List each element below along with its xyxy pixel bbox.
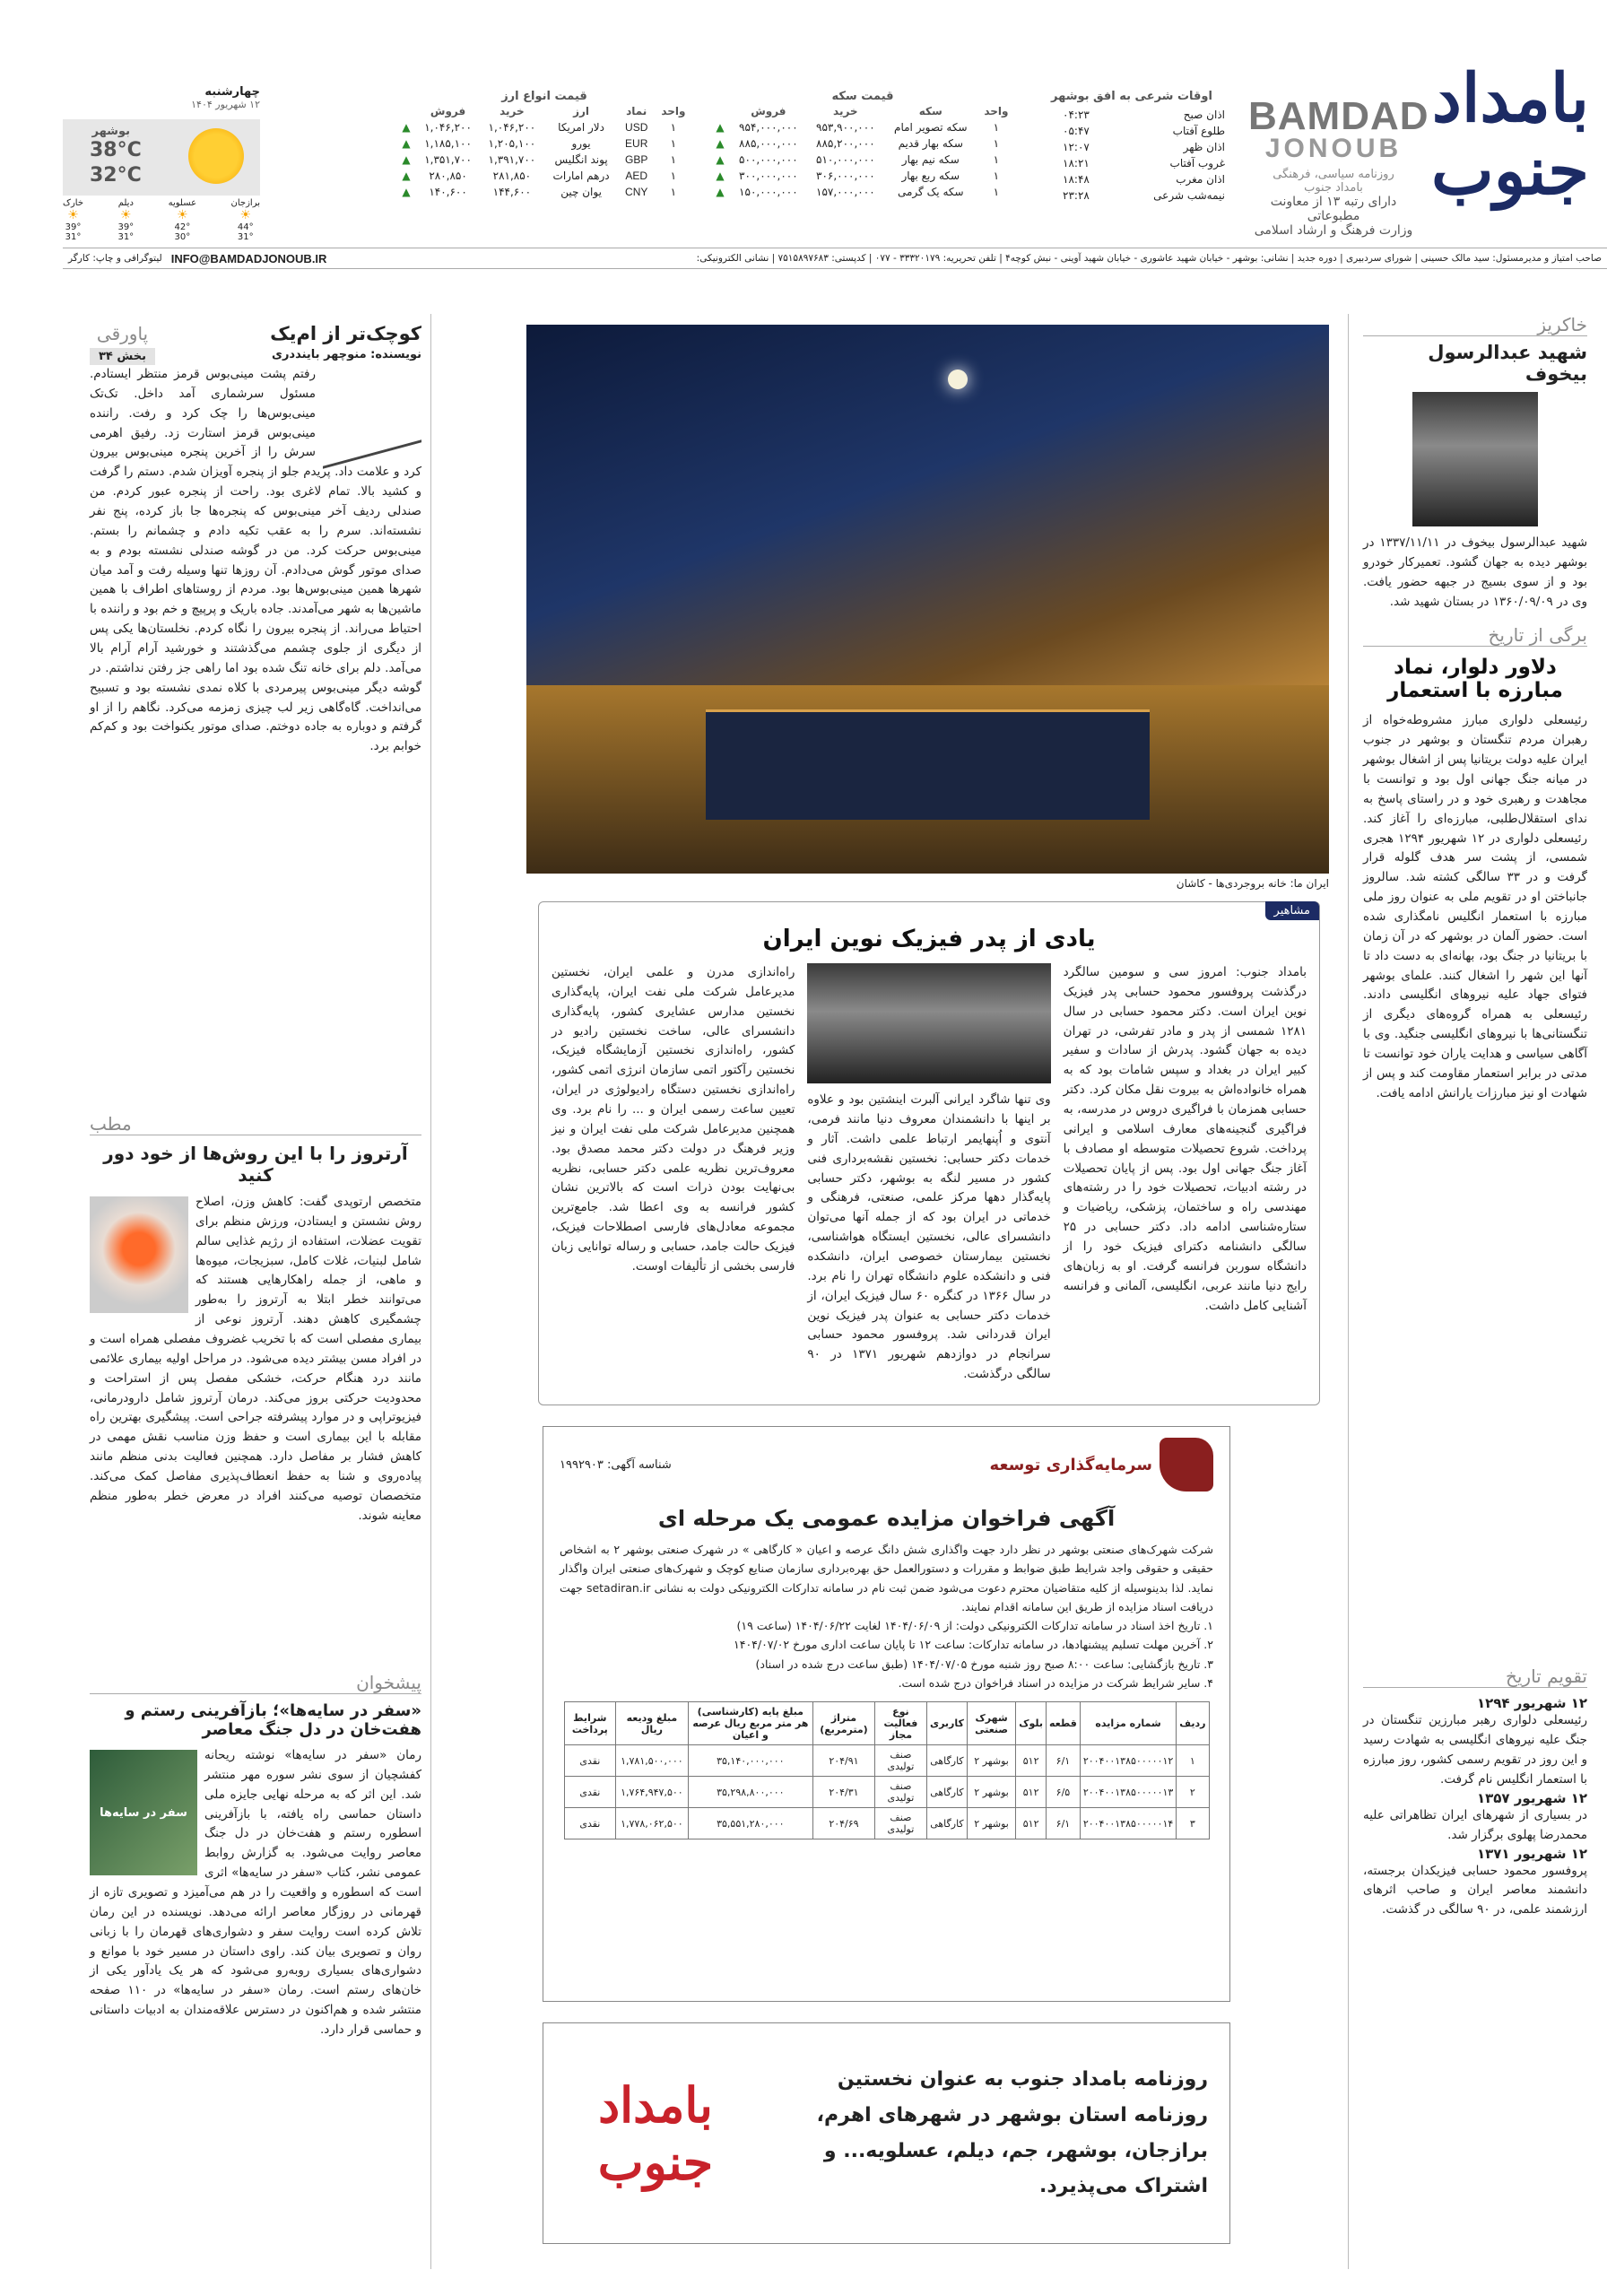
brand-latin bbox=[1248, 94, 1429, 238]
currency-sell: ۱,۳۵۱,۷۰۰ bbox=[424, 153, 472, 166]
currency-sell: ۱۴۰,۶۰۰ bbox=[429, 186, 467, 198]
currency-table bbox=[396, 103, 692, 200]
auction-cell: ۱,۷۶۴,۹۴۷,۵۰۰ bbox=[616, 1777, 688, 1808]
weather-city-high: 42° bbox=[174, 222, 191, 232]
tagline-2: بامداد جنوب bbox=[1304, 181, 1363, 195]
auction-cell: کارگاهی bbox=[926, 1745, 967, 1777]
auction-header: شماره مزایده bbox=[1080, 1702, 1176, 1745]
currency-sell: ۱,۰۴۶,۲۰۰ bbox=[424, 121, 472, 134]
auction-ad bbox=[543, 1426, 1230, 2002]
prayer-row bbox=[1033, 155, 1230, 171]
health-label: مطب bbox=[90, 1113, 421, 1135]
coin-row bbox=[710, 152, 1015, 168]
currency-symbol: EUR bbox=[625, 137, 648, 150]
book-cover-text: سفر در سایه‌ها bbox=[100, 1805, 187, 1820]
coin-name: سکه بهار قدیم bbox=[898, 137, 963, 150]
auction-number: شناسه آگهی: ۱۹۹۲۹۰۳ bbox=[560, 1457, 672, 1472]
currency-row bbox=[396, 152, 692, 168]
arrow-up-icon: ▲ bbox=[402, 170, 411, 182]
coin-name: سکه نیم بهار bbox=[901, 153, 960, 166]
history-body: رئیسعلی دلواری مبارز مشروطه‌خواه از رهبران مردم تنگستان و بوشهر در جنوب ایران علیه دولت بریتانیا پس از اشغال بوشهر در میانه جنگ جهانی اول بود و توانست با مجاهدت و رهبری خود و در راستای پاسخ به ندای استقلال‌طلبی، مبارزه‌ای را آغاز کند. رئیسعلی دلواری در ۱۲ شهریور ۱۲۹۴ هجری شمسی، از پشت سر هدف گلوله قرار گرفت و در ۳۳ سالگی کشته شد. سالروز جانباختن او در تقویم ملی به عنوان روز ملی مبارزه با استعمار انگلیس نامگذاری شده است. حضور آلمان در بوشهر که در آن زمان با بریتانیا در جنگ بود، بهانه‌ای به دست داد تا آنها این شهر را اشغال کنند. علمای بوشهر فتوای جهاد علیه نیروهای انگلیسی دادند. رئیسعلی به همراه گروه‌های دیگری از تنگستانی‌ها با نیروهای انگلیسی جنگید. وی با آگاهی سیاسی و هدایت یاران خود توانست تا مدتی در برابر استعمار مقاومت کند و پس از شهادت او نیز مبارزات یارانش ادامه یافت. bbox=[1363, 713, 1587, 1100]
auction-intro: شرکت شهرک‌های صنعتی بوشهر در نظر دارد جهت واگذاری شش دانگ عرصه و اعیان « کارگاهی » در شهرک صنعتی بوشهر ۲ به اشخاص حقیقی و حقوقی واجد شرایط طبق ضوابط و مقررات و دستورالعمل حق بهره‌برداری سازمان صنایع کوچک و شهرک‌های صنعتی ایران واگذار نماید. لذا بدینوسیله از کلیه متقاضیان محترم دعوت می‌شود ضمن ثبت نام در سامانه تدارکات الکترونیکی دولت به نشانی setadiran.ir جهت دریافت اسناد مزایده از طریق این سامانه اقدام نمایند. bbox=[560, 1543, 1213, 1613]
auction-item: ۴. سایر شرایط شرکت در مزایده در اسناد فراخوان درج شده است. bbox=[898, 1675, 1213, 1690]
serial-title: کوچک‌تر از ام‌یک bbox=[270, 323, 421, 344]
weather-date: ۱۲ شهریور ۱۴۰۴ bbox=[191, 99, 260, 110]
currency-name: یوان چین bbox=[560, 186, 602, 198]
auction-item: ۲. آخرین مهلت تسلیم پیشنهادها، در سامانه تدارکات: ساعت ۱۲ تا پایان ساعت اداری مورخ ۱۴۰۴/۰۷/۰۲ bbox=[734, 1638, 1213, 1652]
info-text: صاحب امتیاز و مدیرمسئول: سید مالک حسینی | شورای سردبیری | دوره جدید | نشانی: بوشهر - خیابان شهید عاشوری - خیابان شهید آوینی - نبش کوچه۴ | تلفن تحریریه: ۳۳۳۲۰۱۷۹ - ۰۷۷ | کدپستی: ۷۵۱۵۸۹۷۶۸۳ | نشانی الکترونیکی: bbox=[696, 253, 1602, 264]
calendar-date: ۱۲ شهریور ۱۳۵۷ bbox=[1476, 1789, 1587, 1806]
photo-house-image bbox=[526, 325, 1329, 874]
auction-cell: صنف تولیدی bbox=[874, 1745, 926, 1777]
coin-buy: ۱۵۷,۰۰۰,۰۰۰ bbox=[816, 186, 875, 198]
weather-city-item bbox=[63, 198, 83, 242]
auction-cell: کارگاهی bbox=[926, 1808, 967, 1839]
serial-part: بخش ۳۴ bbox=[90, 348, 155, 365]
auction-cell: ۳۵,۲۹۸,۸۰۰,۰۰۰ bbox=[688, 1777, 812, 1808]
auction-header: متراژ (مترمربع) bbox=[813, 1702, 875, 1745]
arrow-up-icon: ▲ bbox=[402, 186, 411, 198]
auction-header: قطعه bbox=[1047, 1702, 1081, 1745]
prayer-time: ۱۲:۰۷ bbox=[1063, 141, 1090, 153]
currency-symbol: GBP bbox=[625, 153, 648, 166]
book-title: «سفر در سایه‌ها»؛ بازآفرینی رستم و هفت‌خان در دل جنگ معاصر bbox=[125, 1701, 421, 1739]
right-column-divider bbox=[1348, 314, 1349, 2269]
auction-cell: ۵۱۲ bbox=[1016, 1777, 1047, 1808]
calendar-date: ۱۲ شهریور ۱۲۹۴ bbox=[1476, 1695, 1587, 1712]
prayer-time: ۱۸:۲۱ bbox=[1063, 157, 1090, 170]
auction-cell: ۶/۱ bbox=[1047, 1808, 1081, 1839]
coin-row bbox=[710, 119, 1015, 135]
auction-cell: ۶/۵ bbox=[1047, 1777, 1081, 1808]
weather-city-item bbox=[231, 198, 260, 242]
currency-buy: ۱,۳۹۱,۷۰۰ bbox=[488, 153, 536, 166]
brand-latin-2: JONOUB bbox=[1264, 134, 1403, 163]
auction-cell: ۱,۷۸۱,۵۰۰,۰۰۰ bbox=[616, 1745, 688, 1777]
auction-title: آگهی فراخوان مزایده عمومی یک مرحله ای bbox=[657, 1506, 1116, 1531]
auction-cell: نقدی bbox=[564, 1808, 616, 1839]
tagline-1: روزنامه سیاسی، فرهنگی bbox=[1273, 168, 1394, 181]
weather-city-low: 31° bbox=[117, 232, 135, 242]
calendar-date: ۱۲ شهریور ۱۳۷۱ bbox=[1476, 1845, 1587, 1862]
auction-header: مبلغ پایه (کارشناسی) هر متر مربع ریال عرصه و اعیان bbox=[688, 1702, 812, 1745]
auction-cell: ۲۰۰۴۰۰۱۳۸۵۰۰۰۰۰۱۲ bbox=[1080, 1745, 1176, 1777]
history-title: دلاور دلوار، نماد مبارزه با استعمار bbox=[1387, 656, 1563, 703]
coin-buy: ۸۸۵,۲۰۰,۰۰۰ bbox=[816, 137, 875, 150]
auction-logo bbox=[990, 1438, 1213, 1492]
prayer-time: ۲۳:۲۸ bbox=[1063, 189, 1090, 202]
weather-city-item bbox=[169, 198, 197, 242]
coin-unit: ۱ bbox=[993, 170, 1000, 182]
calendar-text: پروفسور محمود حسابی فیزیکدان برجسته، دانشمند معاصر ایران و صاحب اثرهای ارزشمند علمی، در ۹۰ سالگی در گذشت. bbox=[1363, 1863, 1587, 1918]
coin-row bbox=[710, 135, 1015, 152]
prayer-label: طلوع آفتاب bbox=[1172, 125, 1225, 137]
auction-cell: ۵۱۲ bbox=[1016, 1745, 1047, 1777]
info-print: لیتوگرافی و چاپ: کارگر bbox=[68, 253, 162, 264]
currency-buy: ۱,۲۰۵,۱۰۰ bbox=[488, 137, 536, 150]
info-bar bbox=[63, 248, 1607, 269]
currency-sell: ۱,۱۸۵,۱۰۰ bbox=[424, 137, 472, 150]
prayer-row bbox=[1033, 171, 1230, 187]
weather-city-high: 44° bbox=[237, 222, 254, 232]
physics-col3: راه‌اندازی مدرن و علمی ایران، نخستین مدیرعامل شرکت ملی نفت ایران، پایه‌گذاری نخستین مدارس عشایری کشور، پایه‌گذاری دانشسرای عالی، ساخت نخستین رادیو در کشور، راه‌اندازی نخستین آزمایشگاه فیزیک، نخستین رآکتور اتمی سازمان انرژی اتمی کشور، راه‌اندازی نخستین دستگاه رادیولوژی در ایران، تعیین ساعت رسمی ایران و ... را نام برد. وی همچنین مدیرعامل شرکت ملی نفت ایران و نیز وزیر فرهنگ در دولت دکتر محمد مصدق بود. معروف‌ترین نظریه علمی دکتر حسابی، نظریه بی‌نهایت بودن ذرات است که بالاترین نشان کشور فرانسه به وی اعطا شد. جامع‌ترین مجموعه معادل‌های فارسی اصطلاحات فیزیک، فیزیک حالت جامد، حسابی و رساله توانایی زبان فارسی بخشی از تألیفات اوست. bbox=[552, 965, 795, 1274]
physics-col1: بامداد جنوب: امروز سی و سومین سالگرد درگذشت پروفسور محمود حسابی پدر فیزیک نوین ایران است. دکتر محمود حسابی در سال ۱۲۸۱ شمسی از پدر و مادر تفرشی، در تهران دیده به جهان گشود. پدرش از سادات و سفیر کبیر ایران در بغداد و سپس شامات بود که به همراه خانواده‌اش به بیروت نقل مکان کرد. دکتر حسابی همزمان با فراگیری دروس در مدرسه، به فراگیری گنجینه‌های معارف اسلامی و ایرانی پرداخت. شروع تحصیلات متوسطه او مصادف با آغاز جنگ جهانی اول بود. پس از پایان تحصیلات در رشته ادبیات، تحصیلات خود را در رشته‌های مهندسی راه و ساختمان، پزشکی، ریاضیات و ستاره‌شناسی ادامه داد. دکتر حسابی در ۲۵ سالگی دانشنامه دکترای فیزیک خود را از دانشگاه سوربن فرانسه گرفت. او به زبان‌های رایج دنیا مانند عربی، انگلیسی، آلمانی و فرانسه آشنایی کامل داشت. bbox=[1063, 965, 1307, 1313]
tagline-3: دارای رتبه ۱۳ از معاونت مطبوعاتی bbox=[1270, 195, 1397, 223]
weather-city-low: 31° bbox=[237, 232, 254, 242]
currency-symbol: AED bbox=[625, 170, 648, 182]
coin-sell: ۳۰۰,۰۰۰,۰۰۰ bbox=[739, 170, 798, 182]
cur-h-buy: خرید bbox=[499, 105, 525, 117]
coin-h-unit: واحد bbox=[984, 105, 1009, 117]
auction-header: شرایط پرداخت bbox=[564, 1702, 616, 1745]
sun-icon: ☀ bbox=[67, 208, 79, 222]
arrow-up-icon: ▲ bbox=[716, 137, 725, 150]
coin-name: سکه تصویر امام bbox=[894, 121, 968, 134]
calendar-label: تقویم تاریخ bbox=[1363, 1665, 1587, 1688]
auction-header: کاربری bbox=[926, 1702, 967, 1745]
promo-logo: بامداد جنوب bbox=[597, 2075, 714, 2191]
coin-buy: ۵۱۰,۰۰۰,۰۰۰ bbox=[816, 153, 875, 166]
coin-h-name: سکه bbox=[918, 105, 942, 117]
serial-label-block bbox=[90, 323, 155, 365]
coin-sell: ۹۵۴,۰۰۰,۰۰۰ bbox=[739, 121, 798, 134]
main-photo bbox=[526, 325, 1329, 890]
auction-cell: ۲۰۴/۹۱ bbox=[813, 1745, 875, 1777]
currency-unit: ۱ bbox=[670, 121, 677, 134]
auction-cell: نقدی bbox=[564, 1745, 616, 1777]
auction-cell: ۲ bbox=[1177, 1777, 1209, 1808]
prayer-row bbox=[1033, 139, 1230, 155]
coin-h-buy: خرید bbox=[833, 105, 858, 117]
auction-cell: بوشهر ۲ bbox=[967, 1808, 1015, 1839]
weather-city-item bbox=[117, 198, 134, 242]
coin-buy: ۳۰۶,۰۰۰,۰۰۰ bbox=[816, 170, 875, 182]
info-email[interactable]: INFO@BAMDADJONOUB.IR bbox=[170, 251, 327, 265]
weather-city-name: عسلویه bbox=[168, 198, 197, 208]
serial-body: رفتم پشت مینی‌بوس قرمز منتظر ایستادم. مسئول سرشماری آمد داخل. تک‌تک مینی‌بوس‌ها را چک کرد و رفت. راننده مینی‌بوس قرمز استارت زد. رفیق اهرمی سرش را از آخرین پنجره مینی‌بوس بیرون کرد و علامت داد. پریدم جلو از پنجره آویزان شدم. دستم را گرفت و کشید بالا. تمام لاغری بود. راحت از پنجره عبور کردم. من صندلی ردیف آخر مینی‌بوس که پنجره‌ها جا باز کرده، پنج نفر نشسته‌اند. سرم را به عقب تکیه دادم و چشمانم را بستم. مینی‌بوس حرکت کرد. من در گوشه صندلی نشسته بودم و به صدای موتور گوش می‌دادم. آن روزها تنها وسیله رفت و آمد میان شهرها همین مینی‌بوس‌ها بود. مردم از روستاهای اطراف با همین ماشین‌ها به شهر می‌آمدند. جاده باریک و پرپیچ و خم بود و راننده با احتیاط می‌راند. از پنجره بیرون را نگاه کردم. نخلستان‌ها یکی پس از دیگری از جلوی چشمم می‌گذشتند و خورشید آرام آرام بالا می‌آمد. دلم برای خانه تنگ شده بود اما راهی جز رفتن نداشتم. در گوشه دیگر مینی‌بوس پیرمردی با کلاه نمدی نشسته بود و تسبیح می‌انداخت. گاه‌گاهی زیر لب چیزی زمزمه می‌کرد. نگاهم را از او گرفتم و دوباره به جاده دوختم. صدای موتور یکنواخت بود و کم‌کم خوابم برد. bbox=[90, 367, 421, 754]
currency-buy: ۱۴۴,۶۰۰ bbox=[492, 186, 532, 198]
calendar-item bbox=[1363, 1695, 1587, 1789]
auction-cell: بوشهر ۲ bbox=[967, 1777, 1015, 1808]
auction-cell: ۲۰۴/۳۱ bbox=[813, 1777, 875, 1808]
calendar-text: در بسیاری از شهرهای ایران تظاهراتی علیه محمدرضا پهلوی برگزار شد. bbox=[1363, 1807, 1587, 1842]
calendar-item bbox=[1363, 1846, 1587, 1921]
currency-sell: ۲۸۰,۸۵۰ bbox=[429, 170, 467, 182]
map-icon bbox=[1160, 1438, 1213, 1492]
auction-cell: ۲۰۰۴۰۰۱۳۸۵۰۰۰۰۰۱۳ bbox=[1080, 1777, 1176, 1808]
coin-name: سکه ربع بهار bbox=[901, 170, 960, 182]
arrow-up-icon: ▲ bbox=[716, 121, 725, 134]
auction-header: شهرک صنعتی bbox=[967, 1702, 1015, 1745]
book-body: رمان «سفر در سایه‌ها» نوشته ریحانه کفشچیان از سوی نشر سوره مهر منتشر شد. این اثر که به مرحله نهایی جایزه ملی داستان حماسی راه یافته، با بازآفرینی اسطوره رستم و هفت‌خان در دل جنگ معاصر روایت می‌شود. به گزارش روابط عمومی نشر، کتاب «سفر در سایه‌ها» اثری است که اسطوره و واقعیت را در هم می‌آمیزد و تصویری تازه از قهرمانی در روزگار معاصر ارائه می‌دهد. نویسنده در این رمان تلاش کرده است روایت سفر و دشواری‌های قهرمان را با زبانی روان و تصویری بیان کند. راوی داستان در مسیر خود با موانع و دشواری‌های بسیاری روبه‌رو می‌شود که هر یک یادآور یکی از خان‌های رستم است. رمان «سفر در سایه‌ها» در ۱۱۰ صفحه منتشر شده و هم‌اکنون در دسترس علاقه‌مندان به ادبیات داستانی و حماسی قرار دارد. bbox=[90, 1748, 421, 2038]
arrow-up-icon: ▲ bbox=[402, 153, 411, 166]
cur-h-sell: فروش bbox=[430, 105, 466, 117]
currency-name: یورو bbox=[571, 137, 591, 150]
currency-name: درهم امارات bbox=[552, 170, 610, 182]
prayer-label: اذان مغرب bbox=[1176, 173, 1225, 186]
weather-city-high: 39° bbox=[117, 222, 135, 232]
arrow-up-icon: ▲ bbox=[716, 186, 725, 198]
brand-logo-text: بامداد جنوب bbox=[1431, 60, 1589, 211]
auction-header: مبلغ ودیعه ریال bbox=[616, 1702, 688, 1745]
coin-buy: ۹۵۳,۹۰۰,۰۰۰ bbox=[816, 121, 875, 134]
currency-row bbox=[396, 119, 692, 135]
sun-icon: ☀ bbox=[239, 208, 252, 222]
serial-title-block bbox=[270, 323, 421, 361]
prayer-label: اذان صبح bbox=[1183, 109, 1225, 121]
moon-icon bbox=[948, 370, 968, 389]
currency-row bbox=[396, 184, 692, 200]
masthead bbox=[0, 0, 1607, 269]
photo-caption: ایران ما: خانه بروجردی‌ها - کاشان bbox=[1176, 877, 1329, 890]
brand-latin-1: BAMDAD bbox=[1248, 94, 1429, 138]
physics-col2: وی تنها شاگرد ایرانی آلبرت اینشتین بود و علاوه بر اینها با دانشمندان معروف دنیا مانند فرمی، آنتوی و اُپنهایمر ارتباط علمی داشت. آثار و خدمات دکتر حسابی: نخستین نقشه‌برداری فنی کشور در مسیر لنگه به بوشهر، دکتر حسابی پایه‌گذار دهها مرکز علمی، صنعتی، فرهنگی و خدماتی در ایران بود که از جمله آنها می‌توان دانشسرای عالی، نخستین ایستگاه هواشناسی، نخستین بیمارستان خصوصی ایران، دانشکده فنی و دانشکده علوم دانشگاه تهران را نام برد. در سال ۱۳۶۶ در کنگره ۶۰ سال فیزیک ایران، از خدمات دکتر حسابی به عنوان پدر فیزیک نوین ایران قدردانی شد. پروفسور محمود حسابی سرانجام در دوازدهم شهریور ۱۳۷۱ در ۹۰ سالگی درگذشت. bbox=[807, 1092, 1051, 1382]
cur-h-name: ارز bbox=[573, 105, 590, 117]
left-column bbox=[90, 323, 421, 2260]
auction-cell: بوشهر ۲ bbox=[967, 1745, 1015, 1777]
prayer-label: نیمه‌شب شرعی bbox=[1153, 189, 1225, 202]
arrow-up-icon: ▲ bbox=[716, 153, 725, 166]
physics-tag: مشاهیر bbox=[1265, 901, 1319, 920]
auction-cell: صنف تولیدی bbox=[874, 1777, 926, 1808]
coin-prices bbox=[710, 90, 1015, 200]
coin-sell: ۸۸۵,۰۰۰,۰۰۰ bbox=[739, 137, 798, 150]
auction-cell: نقدی bbox=[564, 1777, 616, 1808]
physics-article bbox=[538, 901, 1320, 1405]
health-title: آرتروز را با این روش‌ها از خود دور کنید bbox=[103, 1143, 408, 1186]
prayer-row bbox=[1033, 123, 1230, 139]
khatereh-title: شهید عبدالرسول بیخوف bbox=[1428, 342, 1587, 385]
khatereh-portrait bbox=[1412, 392, 1538, 526]
promo-ad bbox=[543, 2022, 1230, 2244]
hesabi-portrait bbox=[807, 963, 1050, 1083]
auction-cell: ۳ bbox=[1177, 1808, 1209, 1839]
auction-row bbox=[564, 1745, 1209, 1777]
weather bbox=[63, 85, 260, 242]
coin-title: قیمت سکه bbox=[831, 90, 894, 103]
currency-prices bbox=[396, 90, 692, 200]
weather-high: 38°C bbox=[90, 139, 142, 161]
currency-buy: ۲۸۱,۸۵۰ bbox=[492, 170, 532, 182]
auction-header: بلوک bbox=[1016, 1702, 1047, 1745]
left-column-divider bbox=[430, 314, 431, 2269]
auction-cell: ۳۵,۵۵۱,۲۸۰,۰۰۰ bbox=[688, 1808, 812, 1839]
prayer-times bbox=[1033, 90, 1230, 204]
brand-logo bbox=[1431, 60, 1589, 260]
auction-org: سرمایه‌گذاری توسعه bbox=[989, 1455, 1152, 1474]
auction-cell: ۱ bbox=[1177, 1745, 1209, 1777]
weather-city-name: خارک bbox=[63, 198, 84, 208]
auction-item: ۱. تاریخ اخذ اسناد در سامانه تدارکات الکترونیکی دولت: از ۱۴۰۴/۰۶/۰۹ لغایت ۱۴۰۴/۰۶/۲۲ (ساعت ۱۹) bbox=[736, 1619, 1213, 1632]
currency-buy: ۱,۰۴۶,۲۰۰ bbox=[488, 121, 536, 134]
coin-unit: ۱ bbox=[993, 153, 1000, 166]
khatereh-body: شهید عبدالرسول بیخوف در ۱۳۳۷/۱۱/۱۱ در بوشهر دیده به جهان گشود. تعمیرکار خودرو بود و از سوی بسیج در جبهه حضور یافت. وی در ۱۳۶۰/۰۹/۰۹ در بستان شهید شد. bbox=[1363, 535, 1588, 609]
calendar-text: رئیسعلی دلواری رهبر مبارزین تنگستان در جنگ علیه نیروهای انگلیسی به شهادت رسید و این روز در تقویم رسمی کشور، روز مبارزه با استعمار انگلیس نام گرفت. bbox=[1363, 1713, 1587, 1787]
khatereh-label: خاکریز bbox=[1363, 314, 1587, 336]
currency-row bbox=[396, 168, 692, 184]
weather-city-name: دیلم bbox=[117, 198, 134, 208]
cur-h-unit: واحد bbox=[661, 105, 686, 117]
auction-cell: ۱,۷۷۸,۰۶۲,۵۰۰ bbox=[616, 1808, 688, 1839]
auction-cell: صنف تولیدی bbox=[874, 1808, 926, 1839]
arrow-up-icon: ▲ bbox=[716, 170, 725, 182]
prayer-label: غروب آفتاب bbox=[1169, 157, 1225, 170]
weather-city-low: 30° bbox=[174, 232, 191, 242]
currency-title: قیمت انواع ارز bbox=[501, 90, 587, 103]
currency-unit: ۱ bbox=[670, 170, 677, 182]
currency-unit: ۱ bbox=[670, 137, 677, 150]
auction-cell: ۶/۱ bbox=[1047, 1745, 1081, 1777]
sun-icon bbox=[188, 128, 244, 184]
auction-cell: ۳۵,۱۴۰,۰۰۰,۰۰۰ bbox=[688, 1745, 812, 1777]
serial-label: پاورقی bbox=[96, 323, 149, 344]
weather-city-low: 31° bbox=[65, 232, 82, 242]
auction-cell: ۲۰۰۴۰۰۱۳۸۵۰۰۰۰۰۱۴ bbox=[1080, 1808, 1176, 1839]
coin-unit: ۱ bbox=[993, 137, 1000, 150]
weather-city-name: برازجان bbox=[230, 198, 260, 208]
weather-low: 32°C bbox=[90, 164, 142, 187]
currency-name: دلار امریکا bbox=[558, 121, 604, 134]
auction-items bbox=[543, 1616, 1229, 1692]
serial-author: نویسنده: منوچهر باینددری bbox=[272, 348, 421, 361]
coin-row bbox=[710, 168, 1015, 184]
coin-row bbox=[710, 184, 1015, 200]
calendar-item bbox=[1363, 1790, 1587, 1846]
sun-icon: ☀ bbox=[177, 208, 188, 222]
cur-h-symbol: نماد bbox=[626, 105, 647, 117]
knee-image bbox=[90, 1196, 188, 1313]
prayer-table bbox=[1033, 107, 1230, 204]
tagline-4: وزارت فرهنگ و ارشاد اسلامی bbox=[1254, 223, 1413, 238]
auction-header: ردیف bbox=[1177, 1702, 1209, 1745]
auction-cell: ۵۱۲ bbox=[1016, 1808, 1047, 1839]
physics-title: یادی از پدر فیزیک نوین ایران bbox=[762, 926, 1096, 952]
coin-unit: ۱ bbox=[993, 186, 1000, 198]
currency-symbol: CNY bbox=[625, 186, 648, 198]
currency-row bbox=[396, 135, 692, 152]
prayer-row bbox=[1033, 187, 1230, 204]
weather-city: بوشهر bbox=[91, 125, 130, 138]
prayer-title: اوقات شرعی به افق بوشهر bbox=[1051, 90, 1212, 103]
health-body: متخصص ارتوپدی گفت: کاهش وزن، اصلاح روش نشستن و ایستادن، ورزش منظم برای تقویت عضلات، استفاده از رژیم غذایی سالم شامل لبنیات، غلات کامل، سبزیجات، میوه‌ها و ماهی، از جمله راهکارهایی هستند که می‌توانند خطر ابتلا به آرتروز را به‌طور چشمگیری کاهش دهند. آرتروز نوعی از بیماری مفصلی است که با تخریب غضروف مفصلی همراه است و در افراد مسن بیشتر دیده می‌شود. در مراحل اولیه بیماری علائمی مانند درد هنگام حرکت، خشکی مفصل پس از استراحت و محدودیت حرکتی بروز می‌کند. درمان آرتروز شامل دارودرمانی، فیزیوتراپی و در موارد پیشرفته جراحی است. پیشگیری بهترین راه مقابله با این بیماری است و حفظ وزن مناسب نقش مهمی در کاهش فشار بر مفاصل دارد. همچنین فعالیت بدنی منظم مانند پیاده‌روی و شنا به حفظ انعطاف‌پذیری مفاصل کمک می‌کند. متخصصان توصیه می‌کنند افراد در معرض خطر به‌طور منظم معاینه شوند. bbox=[90, 1195, 421, 1523]
weather-city-high: 39° bbox=[65, 222, 82, 232]
weather-day: چهارشنبه bbox=[204, 85, 260, 99]
coin-name: سکه یک گرمی bbox=[897, 186, 964, 198]
auction-item: ۳. تاریخ بازگشایی: ساعت ۸:۰۰ صبح روز شنبه مورخ ۱۴۰۴/۰۷/۰۵ (طبق ساعت درج شده در اسناد) bbox=[755, 1657, 1213, 1671]
currency-symbol: USD bbox=[625, 121, 648, 134]
coin-h-sell: فروش bbox=[751, 105, 786, 117]
auction-row bbox=[564, 1777, 1209, 1808]
book-label: پیشخوان bbox=[90, 1672, 421, 1694]
currency-name: پوند انگلیس bbox=[554, 153, 608, 166]
coin-table bbox=[710, 103, 1015, 200]
right-column bbox=[1363, 314, 1587, 2251]
calendar-list bbox=[1363, 1695, 1587, 1920]
weather-cities bbox=[63, 198, 260, 242]
book-cover bbox=[90, 1750, 197, 1875]
currency-unit: ۱ bbox=[670, 153, 677, 166]
arrow-up-icon: ▲ bbox=[402, 121, 411, 134]
prayer-label: اذان ظهر bbox=[1183, 141, 1225, 153]
auction-header: نوع فعالیت مجاز bbox=[874, 1702, 926, 1745]
auction-cell: کارگاهی bbox=[926, 1777, 967, 1808]
promo-text: روزنامه بامداد جنوب به عنوان نخستین روزنامه استان بوشهر در شهرهای اهرم، برازجان، بوشهر، جم، دیلم، عسلویه... و اشتراک می‌پذیرد. bbox=[816, 2068, 1208, 2198]
sun-icon: ☀ bbox=[120, 208, 132, 222]
auction-row bbox=[564, 1808, 1209, 1839]
auction-cell: ۲۰۴/۶۹ bbox=[813, 1808, 875, 1839]
currency-unit: ۱ bbox=[670, 186, 677, 198]
prayer-row bbox=[1033, 107, 1230, 123]
coin-sell: ۱۵۰,۰۰۰,۰۰۰ bbox=[739, 186, 798, 198]
prayer-time: ۰۵:۴۷ bbox=[1063, 125, 1090, 137]
coin-sell: ۵۰۰,۰۰۰,۰۰۰ bbox=[739, 153, 798, 166]
prayer-time: ۱۸:۴۸ bbox=[1063, 173, 1090, 186]
auction-table bbox=[564, 1701, 1210, 1839]
arrow-up-icon: ▲ bbox=[402, 137, 411, 150]
prayer-time: ۰۴:۲۳ bbox=[1063, 109, 1090, 121]
history-label: برگی از تاریخ bbox=[1363, 624, 1587, 647]
coin-unit: ۱ bbox=[993, 121, 1000, 134]
